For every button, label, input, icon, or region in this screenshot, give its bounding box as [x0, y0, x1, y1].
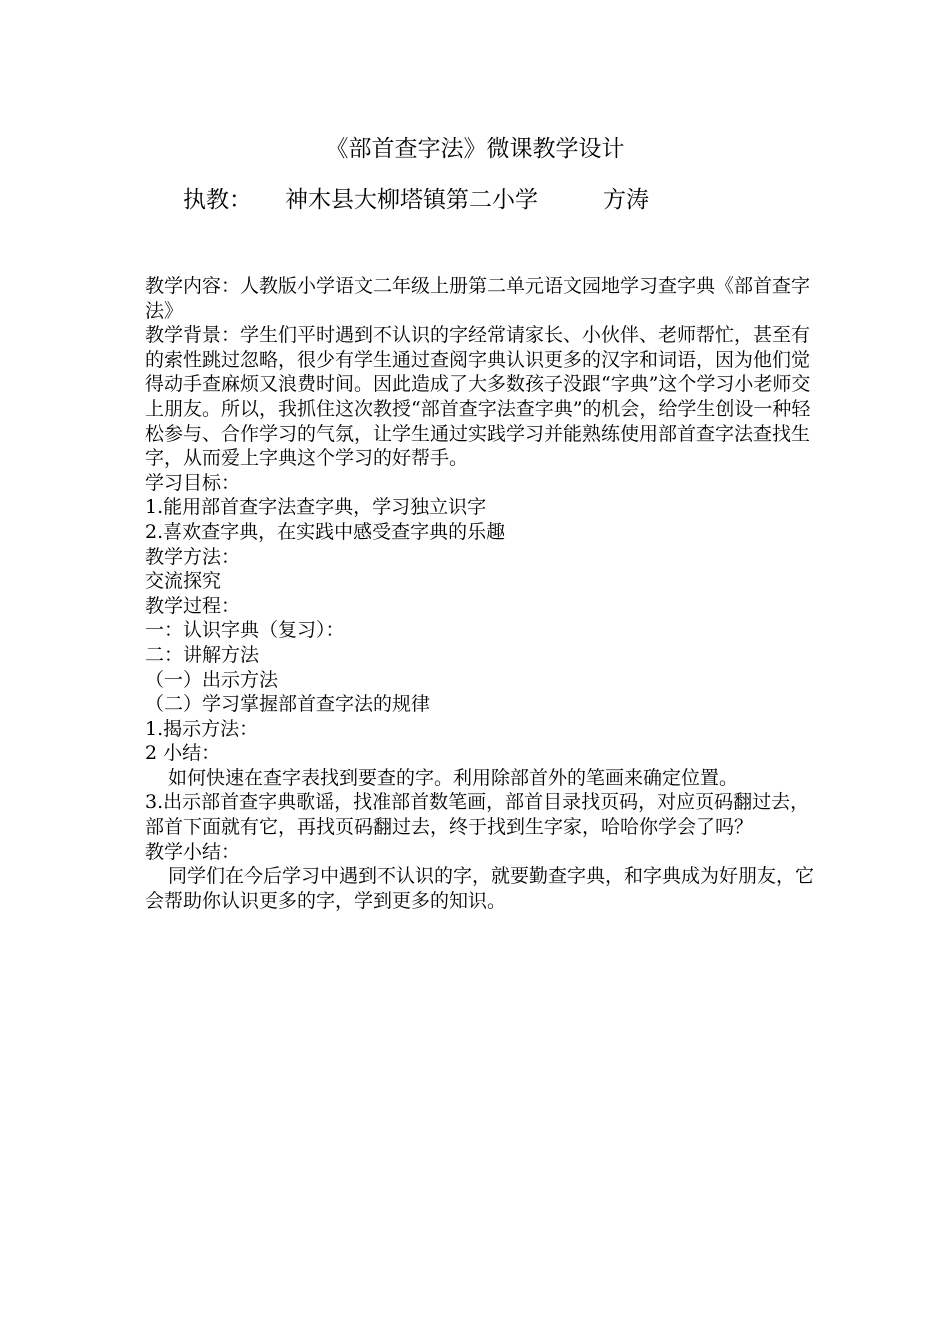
teaching-content-paragraph: 教学内容：人教版小学语文二年级上册第二单元语文园地学习查字典《部首查字法》	[145, 275, 811, 322]
teaching-background-paragraph: 教学背景：学生们平时遇到不认识的字经常请家长、小伙伴、老师帮忙，甚至有的索性跳过忽略，很少有学生通过查阅字典认识更多的汉字和词语，因为他们觉得动手查麻烦又浪费时间。因此造成了大多数孩子没跟“字典”这个学习小老师交上朋友。所以，我抓住这次教授“部首查字法查字典”的机会，给学生创设一种轻松参与、合作学习的气氛，让学生通过实践学习并能熟练使用部首查字法查找生字，从而爱上字典这个学习的好帮手。	[145, 324, 811, 470]
teaching-summary-heading: 教学小结：	[145, 840, 241, 863]
process-step: 一：认识字典（复习）：	[145, 619, 345, 642]
process-substep-item: 2 小结：	[145, 742, 221, 765]
summary-text: 如何快速在查字表找到要查的字。利用除部首外的笔画来确定位置。	[168, 766, 739, 789]
teaching-process-heading: 教学过程：	[145, 594, 241, 617]
learning-goal-item: 1.能用部首查字法查字典，学习独立识字	[145, 496, 487, 519]
process-substep: （二）学习掌握部首查字法的规律	[145, 693, 431, 716]
teaching-method-text: 交流探究	[145, 570, 222, 593]
process-step: 二：讲解方法	[145, 643, 260, 666]
teaching-summary-text: 同学们在今后学习中遇到不认识的字，就要勤查字典，和字典成为好朋友，它会帮助你认识更多的字，学到更多的知识。	[145, 865, 815, 912]
document-title: 《部首查字法》微课教学设计	[325, 136, 625, 162]
author-name: 方涛	[603, 187, 649, 213]
author-label: 执教：	[183, 187, 252, 213]
teaching-method-heading: 教学方法：	[145, 545, 241, 568]
author-school: 神木县大柳塔镇第二小学	[285, 187, 538, 213]
process-substep: （一）出示方法	[145, 668, 279, 691]
learning-goal-item: 2.喜欢查字典，在实践中感受查字典的乐趣	[145, 520, 506, 543]
document-body	[145, 274, 815, 913]
author-line	[183, 183, 649, 217]
process-substep-item: 1.揭示方法：	[145, 717, 259, 740]
process-substep-item: 3.出示部首查字典歌谣，找准部首数笔画，部首目录找页码，对应页码翻过去，部首下面就有它，再找页码翻过去，终于找到生字家，哈哈你学会了吗？	[145, 791, 810, 839]
learning-goals-heading: 学习目标：	[145, 471, 241, 494]
